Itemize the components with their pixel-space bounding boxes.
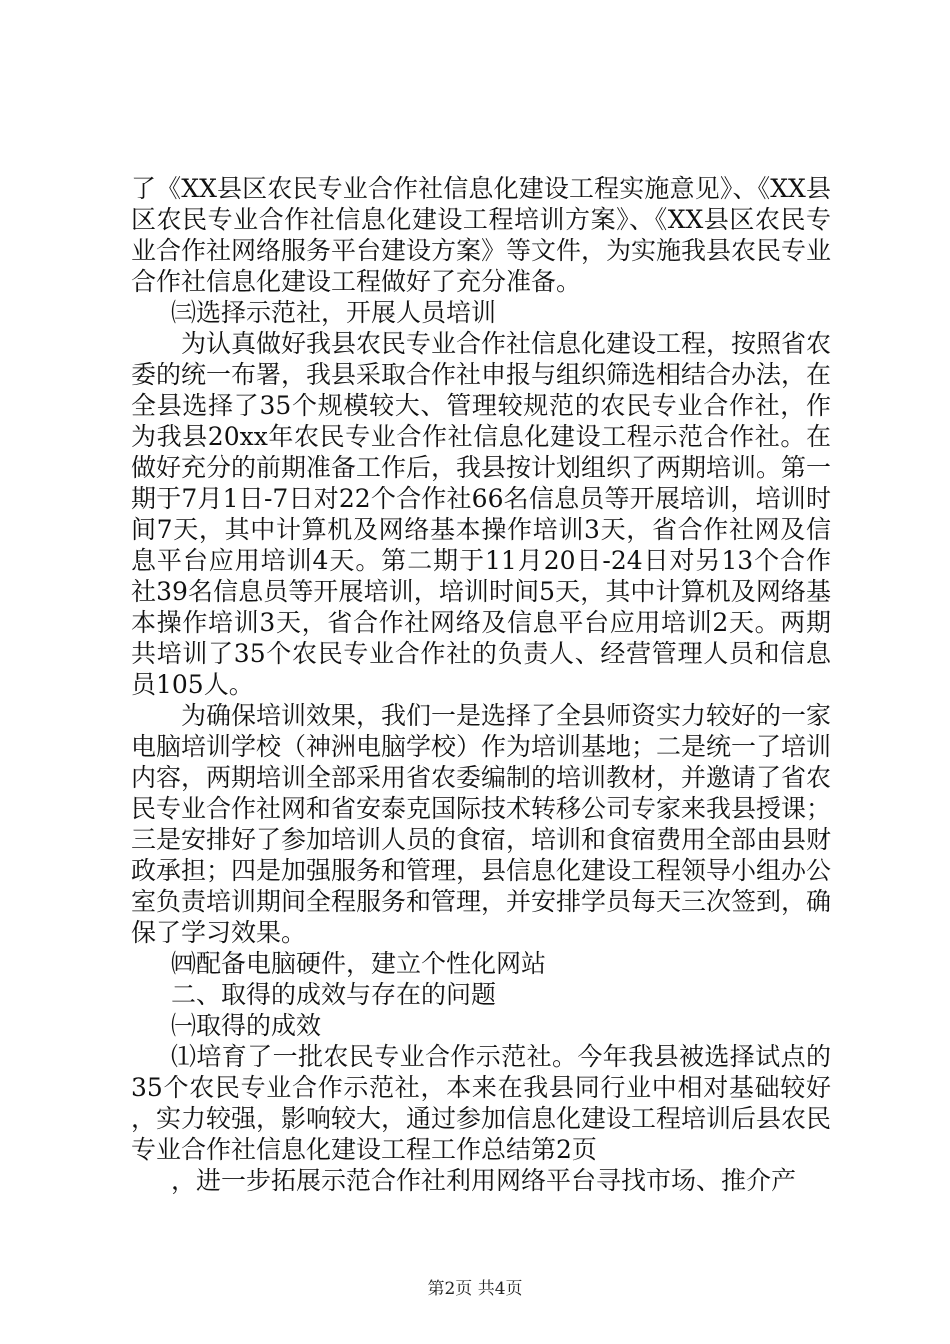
paragraph-continued: ，进一步拓展示范合作社利用网络平台寻找市场、推介产 <box>171 1166 797 1195</box>
section-heading-results-issues: 二、取得的成效与存在的问题 <box>171 980 497 1009</box>
page-footer: 第2页 共4页 <box>427 1279 523 1299</box>
section-heading-results: ㈠取得的成效 <box>171 1011 322 1040</box>
section-heading-select-demo: ㈢选择示范社，开展人员培训 <box>171 298 497 327</box>
paragraph-training-overview: 为认真做好我县农民专业合作社信息化建设工程，按照省农委的统一布署，我县采取合作社申报与组织筛选相结合办法，在全县选择了35个规模较大、管理较规范的农民专业合作社，作为我县20xx年农民专业合作社信息化建设工程示范合作社。在做好充分的前期准备工作后，我县按计划组织了两期培训。第一期于7月1日-7日对22个合作社66名信息员等开展培训，培训时间7天，其中计算机及网络基本操作培训3天，省合作社网及信息平台应用培训4天。第二期于11月20日-24日对另13个合作社39名信息员等开展培训，培训时间5天，其中计算机及网络基本操作培训3天，省合作社网络及信息平台应用培训2天。两期共培训了35个农民专业合作社的负责人、经营管理人员和信息员105人。 <box>131 329 832 699</box>
paragraph-demo-cooperatives: ⑴培育了一批农民专业合作示范社。今年我县被选择试点的35个农民专业合作示范社，本来在我县同行业中相对基础较好，实力较强，影响较大，通过参加信息化建设工程培训后县农民专业合作社信息化建设工程工作总结第2页 <box>131 1042 832 1164</box>
document-body <box>131 173 831 1196</box>
paragraph-training-effect: 为确保培训效果，我们一是选择了全县师资实力较好的一家电脑培训学校（神洲电脑学校）作为培训基地；二是统一了培训内容，两期培训全部采用省农委编制的培训教材，并邀请了省农民专业合作社网和省安泰克国际技术转移公司专家来我县授课；三是安排好了参加培训人员的食宿，培训和食宿费用全部由县财政承担；四是加强服务和管理，县信息化建设工程领导小组办公室负责培训期间全程服务和管理，并安排学员每天三次签到，确保了学习效果。 <box>131 701 832 947</box>
section-heading-hardware: ㈣配备电脑硬件，建立个性化网站 <box>171 949 547 978</box>
paragraph-continuation: 了《XX县区农民专业合作社信息化建设工程实施意见》、《XX县区农民专业合作社信息化建设工程培训方案》、《XX县区农民专业合作社网络服务平台建设方案》等文件，为实施我县农民专业合作社信息化建设工程做好了充分准备。 <box>131 174 832 296</box>
